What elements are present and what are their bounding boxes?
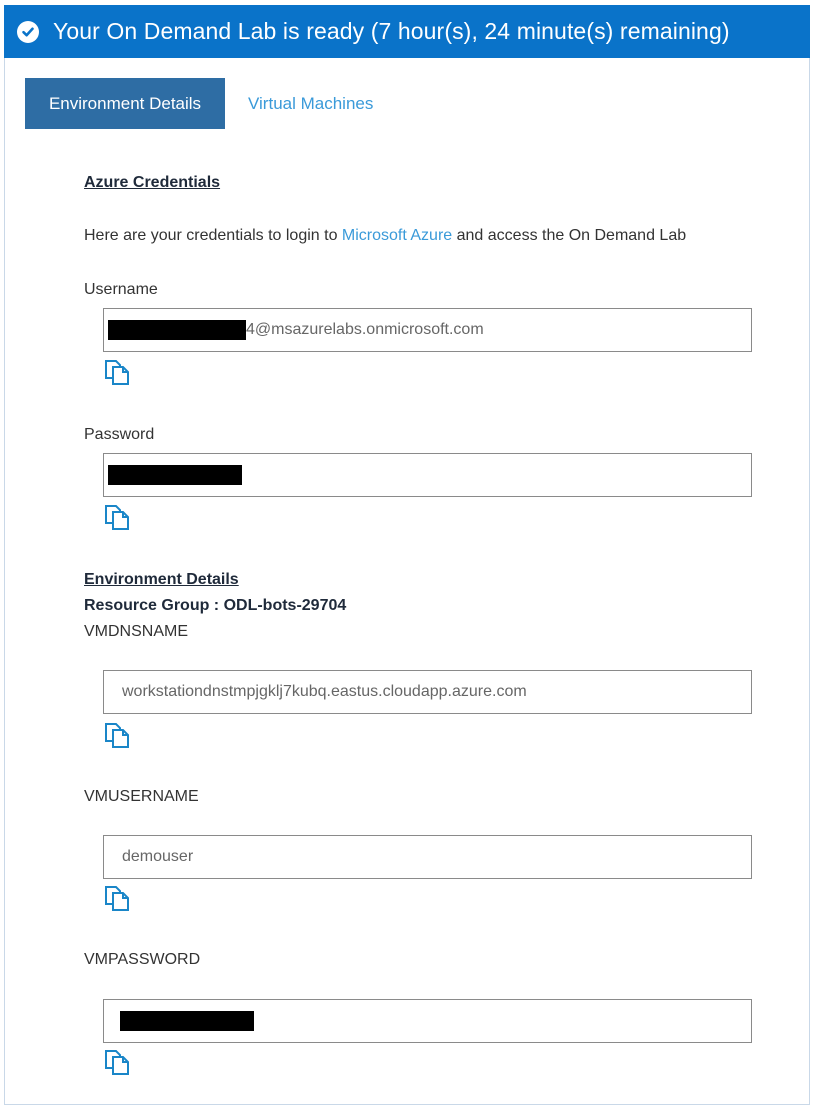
username-field[interactable] — [103, 308, 752, 352]
intro-prefix: Here are your credentials to login to — [84, 227, 342, 244]
copy-icon[interactable] — [103, 358, 133, 386]
intro-suffix: and access the On Demand Lab — [452, 227, 687, 244]
banner-title: Your On Demand Lab is ready (7 hour(s), 24 minute(s) remaining) — [53, 18, 730, 44]
redacted-block — [108, 320, 246, 340]
password-label: Password — [84, 426, 155, 443]
copy-icon[interactable] — [103, 721, 133, 749]
microsoft-azure-link[interactable]: Microsoft Azure — [341, 227, 453, 244]
resource-group: Resource Group : ODL-bots-29704 — [84, 597, 347, 614]
vmusername-label: VMUSERNAME — [84, 788, 199, 805]
vmdnsname-field[interactable]: workstationdnstmpjgklj7kubq.eastus.cloudapp.azure.com — [103, 670, 752, 714]
vmdnsname-label: VMDNSNAME — [84, 623, 189, 640]
lab-ready-banner — [4, 5, 810, 58]
vmpassword-field[interactable] — [103, 999, 752, 1043]
copy-icon[interactable] — [103, 1048, 133, 1076]
copy-icon[interactable] — [103, 503, 133, 531]
username-label: Username — [84, 281, 158, 298]
tab-virtual-machines[interactable]: Virtual Machines — [248, 94, 374, 113]
copy-icon[interactable] — [103, 884, 133, 912]
redacted-block — [108, 465, 242, 485]
vmusername-field[interactable]: demouser — [103, 835, 752, 879]
vmpassword-label: VMPASSWORD — [84, 951, 201, 968]
password-field[interactable] — [103, 453, 752, 497]
tab-environment-details[interactable]: Environment Details — [25, 78, 225, 129]
credentials-intro — [84, 227, 686, 245]
azure-credentials-heading: Azure Credentials — [84, 174, 221, 191]
environment-details-heading: Environment Details — [84, 571, 239, 588]
check-circle-icon — [17, 21, 39, 43]
redacted-block — [120, 1011, 254, 1031]
username-value: 4@msazurelabs.onmicrosoft.com — [246, 321, 484, 338]
lab-panel — [4, 5, 810, 1105]
